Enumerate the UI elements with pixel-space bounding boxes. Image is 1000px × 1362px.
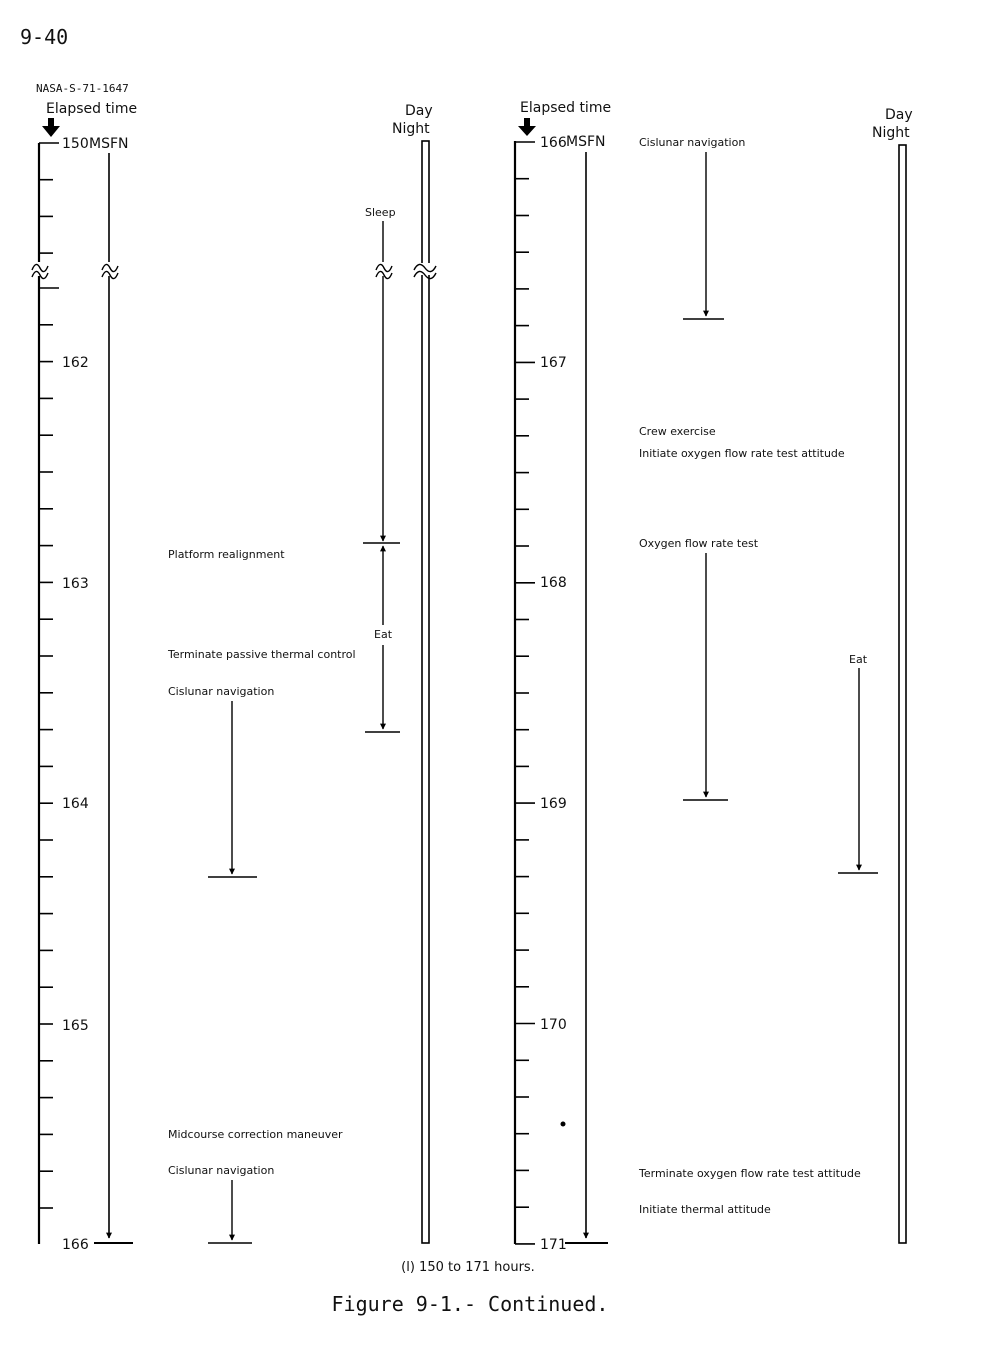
right-down-arrow-icon: [518, 118, 536, 136]
left-panel: [32, 101, 436, 1253]
right-day-label: Day: [885, 107, 913, 123]
left-activity-cislunar-nav-1: Cislunar navigation: [168, 685, 275, 698]
right-hour-label-166: 166: [540, 135, 567, 151]
left-elapsed-time-label: Elapsed time: [46, 101, 138, 117]
right-hour-label-167: 167: [540, 355, 567, 371]
left-msfn-line: [94, 153, 133, 1243]
left-cislunar-nav-2-arrow: [208, 1180, 252, 1243]
right-day-night-bar: [899, 145, 906, 1243]
right-axis-ticks: [515, 142, 535, 1244]
right-activity-cislunar-nav: Cislunar navigation: [639, 136, 746, 149]
right-msfn-line: [565, 152, 608, 1243]
right-panel: [515, 100, 913, 1253]
right-msfn-label: MSFN: [566, 134, 606, 150]
left-cislunar-nav-1-arrow: [208, 701, 257, 877]
right-night-label: Night: [872, 125, 910, 141]
left-day-label: Day: [405, 103, 433, 119]
right-cislunar-nav-arrow: [683, 152, 724, 319]
left-axis-ticks: [39, 143, 59, 1208]
right-activity-terminate-o2-attitude: Terminate oxygen flow rate test attitude: [639, 1167, 861, 1180]
left-hour-label-165: 165: [62, 1018, 89, 1034]
left-activity-midcourse: Midcourse correction maneuver: [168, 1128, 343, 1141]
figure-id: NASA-S-71-1647: [36, 82, 129, 95]
left-msfn-label: MSFN: [89, 136, 129, 152]
page-number: 9-40: [20, 25, 69, 49]
right-activity-o2-test: Oxygen flow rate test: [639, 537, 759, 550]
left-activity-sleep: Sleep: [365, 206, 396, 219]
left-activity-terminate-ptc: Terminate passive thermal control: [168, 648, 356, 661]
left-hour-label-166: 166: [62, 1237, 89, 1253]
right-activity-initiate-o2-attitude: Initiate oxygen flow rate test attitude: [639, 447, 845, 460]
figure-subcaption: (l) 150 to 171 hours.: [401, 1260, 535, 1275]
right-hour-label-170: 170: [540, 1017, 567, 1033]
left-hour-label-164: 164: [62, 796, 89, 812]
right-eat-arrow: [838, 668, 878, 873]
left-activity-platform-realignment: Platform realignment: [168, 548, 285, 561]
right-activity-crew-exercise: Crew exercise: [639, 425, 716, 438]
left-elapsed-axis: [32, 143, 59, 1244]
right-hour-label-169: 169: [540, 796, 567, 812]
left-activity-cislunar-nav-2: Cislunar navigation: [168, 1164, 275, 1177]
figure-caption: Figure 9-1.- Continued.: [331, 1292, 609, 1316]
right-hour-label-168: 168: [540, 575, 567, 591]
left-hour-label-162: 162: [62, 355, 89, 371]
left-activity-eat: Eat: [374, 628, 393, 641]
left-night-label: Night: [392, 121, 430, 137]
right-activity-initiate-thermal: Initiate thermal attitude: [639, 1203, 771, 1216]
left-sleep-arrow: [363, 221, 400, 543]
left-hour-label-150: 150: [62, 136, 89, 152]
left-day-night-bar: [414, 141, 436, 1243]
right-elapsed-time-label: Elapsed time: [520, 100, 612, 116]
right-elapsed-axis: [515, 141, 535, 1244]
left-hour-label-163: 163: [62, 576, 89, 592]
stray-dot: [561, 1122, 566, 1127]
right-activity-eat: Eat: [849, 653, 868, 666]
left-down-arrow-icon: [42, 118, 60, 137]
right-hour-label-171: 171: [540, 1237, 567, 1253]
right-o2-test-arrow: [683, 553, 728, 800]
